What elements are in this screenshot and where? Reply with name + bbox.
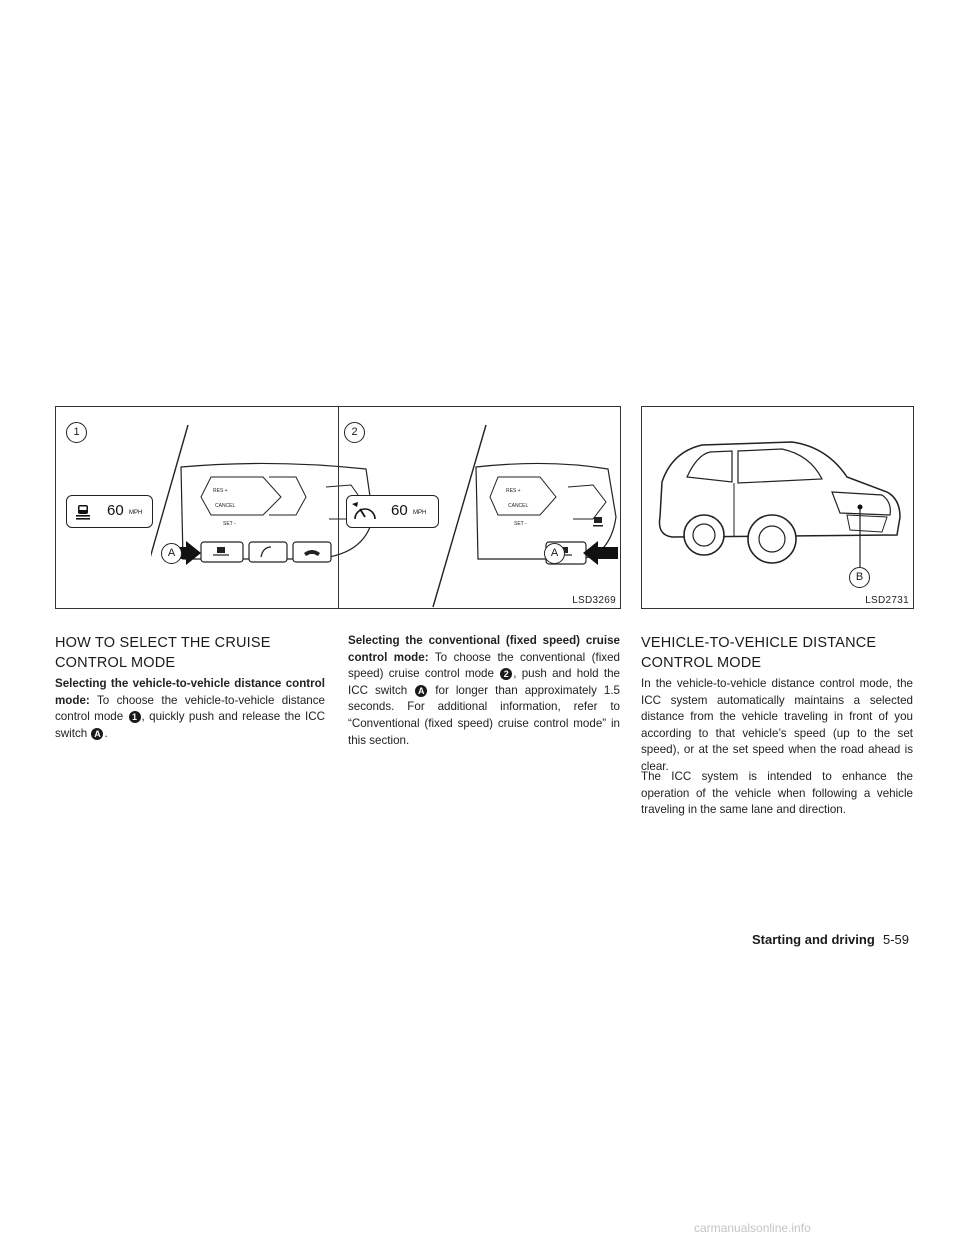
speed-unit: MPH xyxy=(413,510,427,516)
btn-cancel-label: CANCEL xyxy=(508,503,529,509)
section-title-distance-mode: VEHICLE-TO-VEHICLE DISTANCE CONTROL MODE xyxy=(641,635,877,671)
speed-value: 60 xyxy=(107,502,124,519)
suv-vehicle-icon xyxy=(642,407,915,610)
steering-switch-panel-2 xyxy=(428,407,628,610)
steering-assist-icon xyxy=(593,517,603,527)
panel-divider xyxy=(338,407,339,608)
figure-code: LSD3269 xyxy=(572,595,616,606)
btn-set-label: SET - xyxy=(514,521,527,527)
footer-page-number: 5-59 xyxy=(883,932,910,947)
btn-set-label: SET - xyxy=(223,521,236,527)
ref-badge-2: 2 xyxy=(500,668,512,680)
section-title-select-mode: HOW TO SELECT THE CRUISE CONTROL MODE xyxy=(55,635,271,671)
callout-b: B xyxy=(849,567,870,588)
bold-lead-conventional: Selecting the conventional (fixed speed) cruise control mode: xyxy=(348,634,620,664)
callout-a-panel-1: A xyxy=(161,543,182,564)
figure-vehicle-sensor xyxy=(641,406,914,609)
speed-display-distance-mode xyxy=(66,495,153,528)
btn-res-label: RES + xyxy=(213,488,228,494)
panel-2-label: 2 xyxy=(344,422,365,443)
panel-1-label: 1 xyxy=(66,422,87,443)
vehicle-distance-icon xyxy=(73,502,93,522)
bold-lead-distance: Selecting the vehicle-to-vehicle distance control mode: xyxy=(55,677,325,707)
speed-unit: MPH xyxy=(129,510,143,516)
paragraph-distance-mode-selection: Selecting the vehicle-to-vehicle distance control mode: To choose the vehicle-to-vehicle distance control mode 1 , quickly push and release the ICC switch A . xyxy=(55,677,325,740)
ref-badge-a: A xyxy=(415,685,427,697)
figure-code: LSD2731 xyxy=(865,595,909,606)
paragraph-conventional-mode-selection: Selecting the conventional (fixed speed) cruise control mode: To choose the conventional (fixed speed) cruise control mode 2 , push and hold the ICC switch A for longer than approximately 1.5 seconds. For additional information, refer to “Conventional (fixed speed) cruise control mode” in this section. xyxy=(348,634,621,747)
btn-res-label: RES + xyxy=(506,488,521,494)
paragraph-icc-purpose: The ICC system is intended to enhance the operation of the vehicle when following a vehicle traveling in the same lane and direction. xyxy=(641,770,913,817)
figure-cruise-control-switch xyxy=(55,406,621,609)
watermark: carmanualsonline.info xyxy=(694,1221,811,1235)
ref-badge-a: A xyxy=(91,728,103,740)
paragraph-distance-mode-description: In the vehicle-to-vehicle distance control mode, the ICC system automatically maintains a selected distance from the vehicle traveling in front of you according to that vehicle’s speed (up to the set speed), or at the set speed when the road ahead is clear. xyxy=(641,677,913,773)
speedometer-icon xyxy=(352,500,378,522)
radar-sensor-icon xyxy=(858,505,863,510)
speed-display-conventional-mode xyxy=(346,495,439,528)
footer-section-name: Starting and driving xyxy=(752,932,875,947)
ref-badge-1: 1 xyxy=(129,711,141,723)
arrow-icon xyxy=(583,541,618,565)
btn-cancel-label: CANCEL xyxy=(215,503,236,509)
steering-wheel-edge xyxy=(433,425,486,607)
steering-assist-button xyxy=(249,542,287,562)
callout-a-panel-2: A xyxy=(544,543,565,564)
speed-value: 60 xyxy=(391,502,408,519)
